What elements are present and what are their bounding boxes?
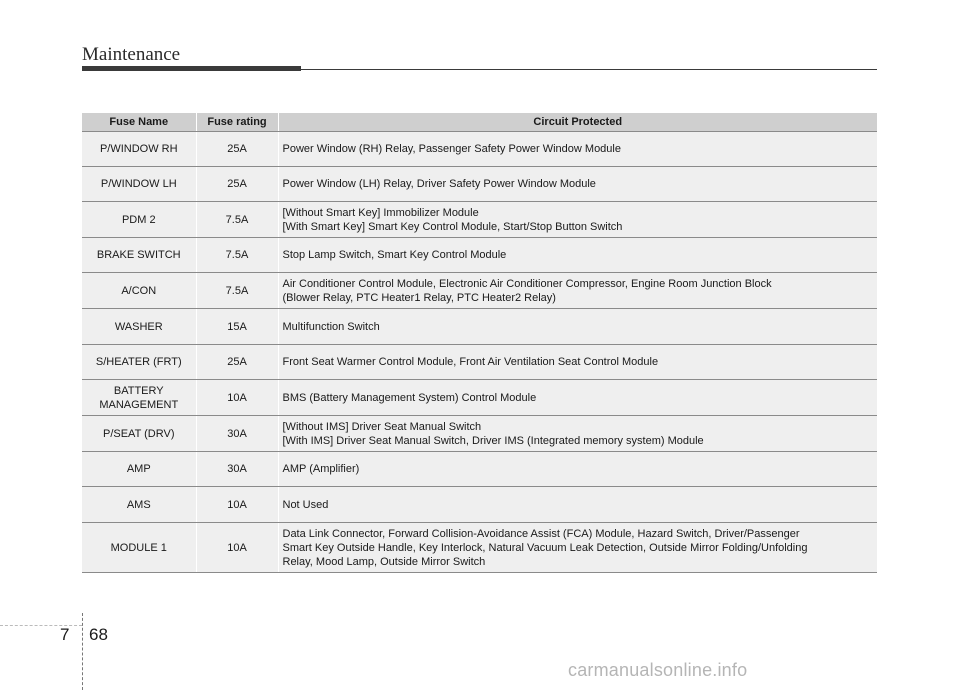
cell-fuse-name: P/WINDOW RH bbox=[82, 132, 196, 167]
chapter-number: 7 bbox=[60, 625, 70, 644]
cell-fuse-rating: 30A bbox=[196, 416, 278, 452]
cell-circuit-protected: Power Window (RH) Relay, Passenger Safety Power Window Module bbox=[278, 132, 877, 167]
cell-circuit-protected: Front Seat Warmer Control Module, Front Air Ventilation Seat Control Module bbox=[278, 345, 877, 380]
cell-fuse-rating: 7.5A bbox=[196, 273, 278, 309]
fuse-table bbox=[82, 113, 877, 573]
cell-fuse-name: WASHER bbox=[82, 309, 196, 345]
cell-fuse-name: BRAKE SWITCH bbox=[82, 238, 196, 273]
cell-fuse-name: P/SEAT (DRV) bbox=[82, 416, 196, 452]
table-row bbox=[82, 167, 877, 202]
table-row bbox=[82, 238, 877, 273]
cell-fuse-rating: 7.5A bbox=[196, 202, 278, 238]
table-row bbox=[82, 416, 877, 452]
table-row bbox=[82, 487, 877, 523]
cell-circuit-protected: Power Window (LH) Relay, Driver Safety Power Window Module bbox=[278, 167, 877, 202]
cell-fuse-name: PDM 2 bbox=[82, 202, 196, 238]
cell-fuse-rating: 10A bbox=[196, 523, 278, 573]
table-row bbox=[82, 132, 877, 167]
watermark: carmanualsonline.info bbox=[568, 660, 748, 680]
cell-fuse-rating: 10A bbox=[196, 380, 278, 416]
page-number-rule bbox=[0, 625, 82, 626]
table-row bbox=[82, 523, 877, 573]
cell-fuse-rating: 25A bbox=[196, 345, 278, 380]
table-row bbox=[82, 380, 877, 416]
title-underline-thin bbox=[301, 69, 877, 70]
table-row bbox=[82, 309, 877, 345]
cell-fuse-name: P/WINDOW LH bbox=[82, 167, 196, 202]
section-title: Maintenance bbox=[82, 44, 181, 65]
cell-fuse-rating: 10A bbox=[196, 487, 278, 523]
cell-circuit-protected: [Without Smart Key] Immobilizer Module [With Smart Key] Smart Key Control Module, Start/Stop Button Switch bbox=[278, 202, 877, 238]
cell-circuit-protected: Stop Lamp Switch, Smart Key Control Module bbox=[278, 238, 877, 273]
page-number-divider bbox=[82, 613, 83, 690]
cell-circuit-protected: Multifunction Switch bbox=[278, 309, 877, 345]
cell-circuit-protected: AMP (Amplifier) bbox=[278, 452, 877, 487]
cell-fuse-name: S/HEATER (FRT) bbox=[82, 345, 196, 380]
cell-fuse-name: AMP bbox=[82, 452, 196, 487]
cell-circuit-protected: Not Used bbox=[278, 487, 877, 523]
cell-circuit-protected: BMS (Battery Management System) Control Module bbox=[278, 380, 877, 416]
header-fuse-rating: Fuse rating bbox=[196, 113, 278, 132]
cell-circuit-protected: Air Conditioner Control Module, Electronic Air Conditioner Compressor, Engine Room Junction Block (Blower Relay, PTC Heater1 Relay, PTC Heater2 Relay) bbox=[278, 273, 877, 309]
cell-fuse-rating: 30A bbox=[196, 452, 278, 487]
cell-fuse-name: MODULE 1 bbox=[82, 523, 196, 573]
table-row bbox=[82, 452, 877, 487]
page-number: 68 bbox=[89, 625, 108, 644]
cell-fuse-name: AMS bbox=[82, 487, 196, 523]
table-header-row bbox=[82, 113, 877, 132]
cell-fuse-rating: 15A bbox=[196, 309, 278, 345]
table-row bbox=[82, 273, 877, 309]
title-underline-thick bbox=[82, 66, 301, 71]
table-row bbox=[82, 202, 877, 238]
header-circuit-protected: Circuit Protected bbox=[278, 113, 877, 132]
cell-fuse-rating: 25A bbox=[196, 167, 278, 202]
cell-fuse-rating: 25A bbox=[196, 132, 278, 167]
cell-fuse-rating: 7.5A bbox=[196, 238, 278, 273]
cell-fuse-name: A/CON bbox=[82, 273, 196, 309]
cell-fuse-name: BATTERY MANAGEMENT bbox=[82, 380, 196, 416]
cell-circuit-protected: Data Link Connector, Forward Collision-Avoidance Assist (FCA) Module, Hazard Switch, Driver/Passenger Smart Key Outside Handle, Key Interlock, Natural Vacuum Leak Detection, Outside Mirror Folding/Unfolding Relay, Mood Lamp, Outside Mirror Switch bbox=[278, 523, 877, 573]
cell-circuit-protected: [Without IMS] Driver Seat Manual Switch [With IMS] Driver Seat Manual Switch, Driver IMS (Integrated memory system) Module bbox=[278, 416, 877, 452]
table-row bbox=[82, 345, 877, 380]
header-fuse-name: Fuse Name bbox=[82, 113, 196, 132]
